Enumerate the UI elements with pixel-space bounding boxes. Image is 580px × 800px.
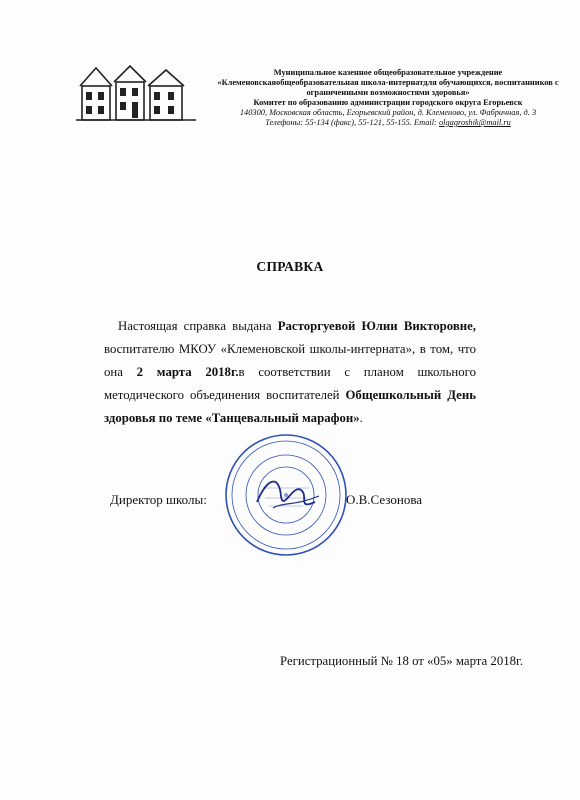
registration-number: Регистрационный № 18 от «05» марта 2018г.	[280, 654, 524, 668]
letterhead-committee: Комитет по образованию администрации городского округа Егорьевск	[253, 98, 523, 107]
body-context: в соответствии с планом школьного методического объединения воспитателей	[104, 365, 476, 402]
letterhead	[208, 68, 568, 128]
body-recipient-name: Расторгуевой Юлии Викторовне,	[277, 319, 477, 333]
letterhead-email: olgagroshik@mail.ru	[438, 118, 511, 127]
body-event: Общешкольный День здоровья по теме «Танцевальный марафон»	[104, 388, 476, 425]
body-date: 2 марта 2018г.	[136, 365, 239, 379]
document-body	[104, 315, 476, 430]
body-intro: Настоящая справка выдана	[118, 319, 278, 333]
director-label: Директор школы:	[110, 492, 207, 507]
body-position: воспитателю МКОУ «Клеменовской школы-интерната», в том, что она	[104, 342, 476, 379]
letterhead-phones: Телефоны: 55-134 (факс), 55-121, 55-155. Email:	[265, 118, 439, 127]
letterhead-contacts	[208, 118, 568, 128]
letterhead-school-name-cont: ограниченными возможностями здоровья»	[306, 88, 470, 97]
letterhead-school-name: «Клеменовскаяобщеобразовательная школа-интернатдля обучающихся, воспитанников с	[217, 78, 559, 87]
director-name: О.В.Сезонова	[346, 492, 423, 507]
official-stamp	[223, 432, 349, 558]
letterhead-org-type: Муниципальное казенное общеобразовательное учреждение	[273, 68, 503, 77]
document-title: СПРАВКА	[256, 259, 324, 274]
school-building-logo	[74, 62, 198, 124]
body-end: .	[359, 411, 363, 425]
letterhead-address: 140300, Московская область, Егорьевский район, д. Клеменово, ул. Фабричная, д. 3	[239, 108, 537, 117]
